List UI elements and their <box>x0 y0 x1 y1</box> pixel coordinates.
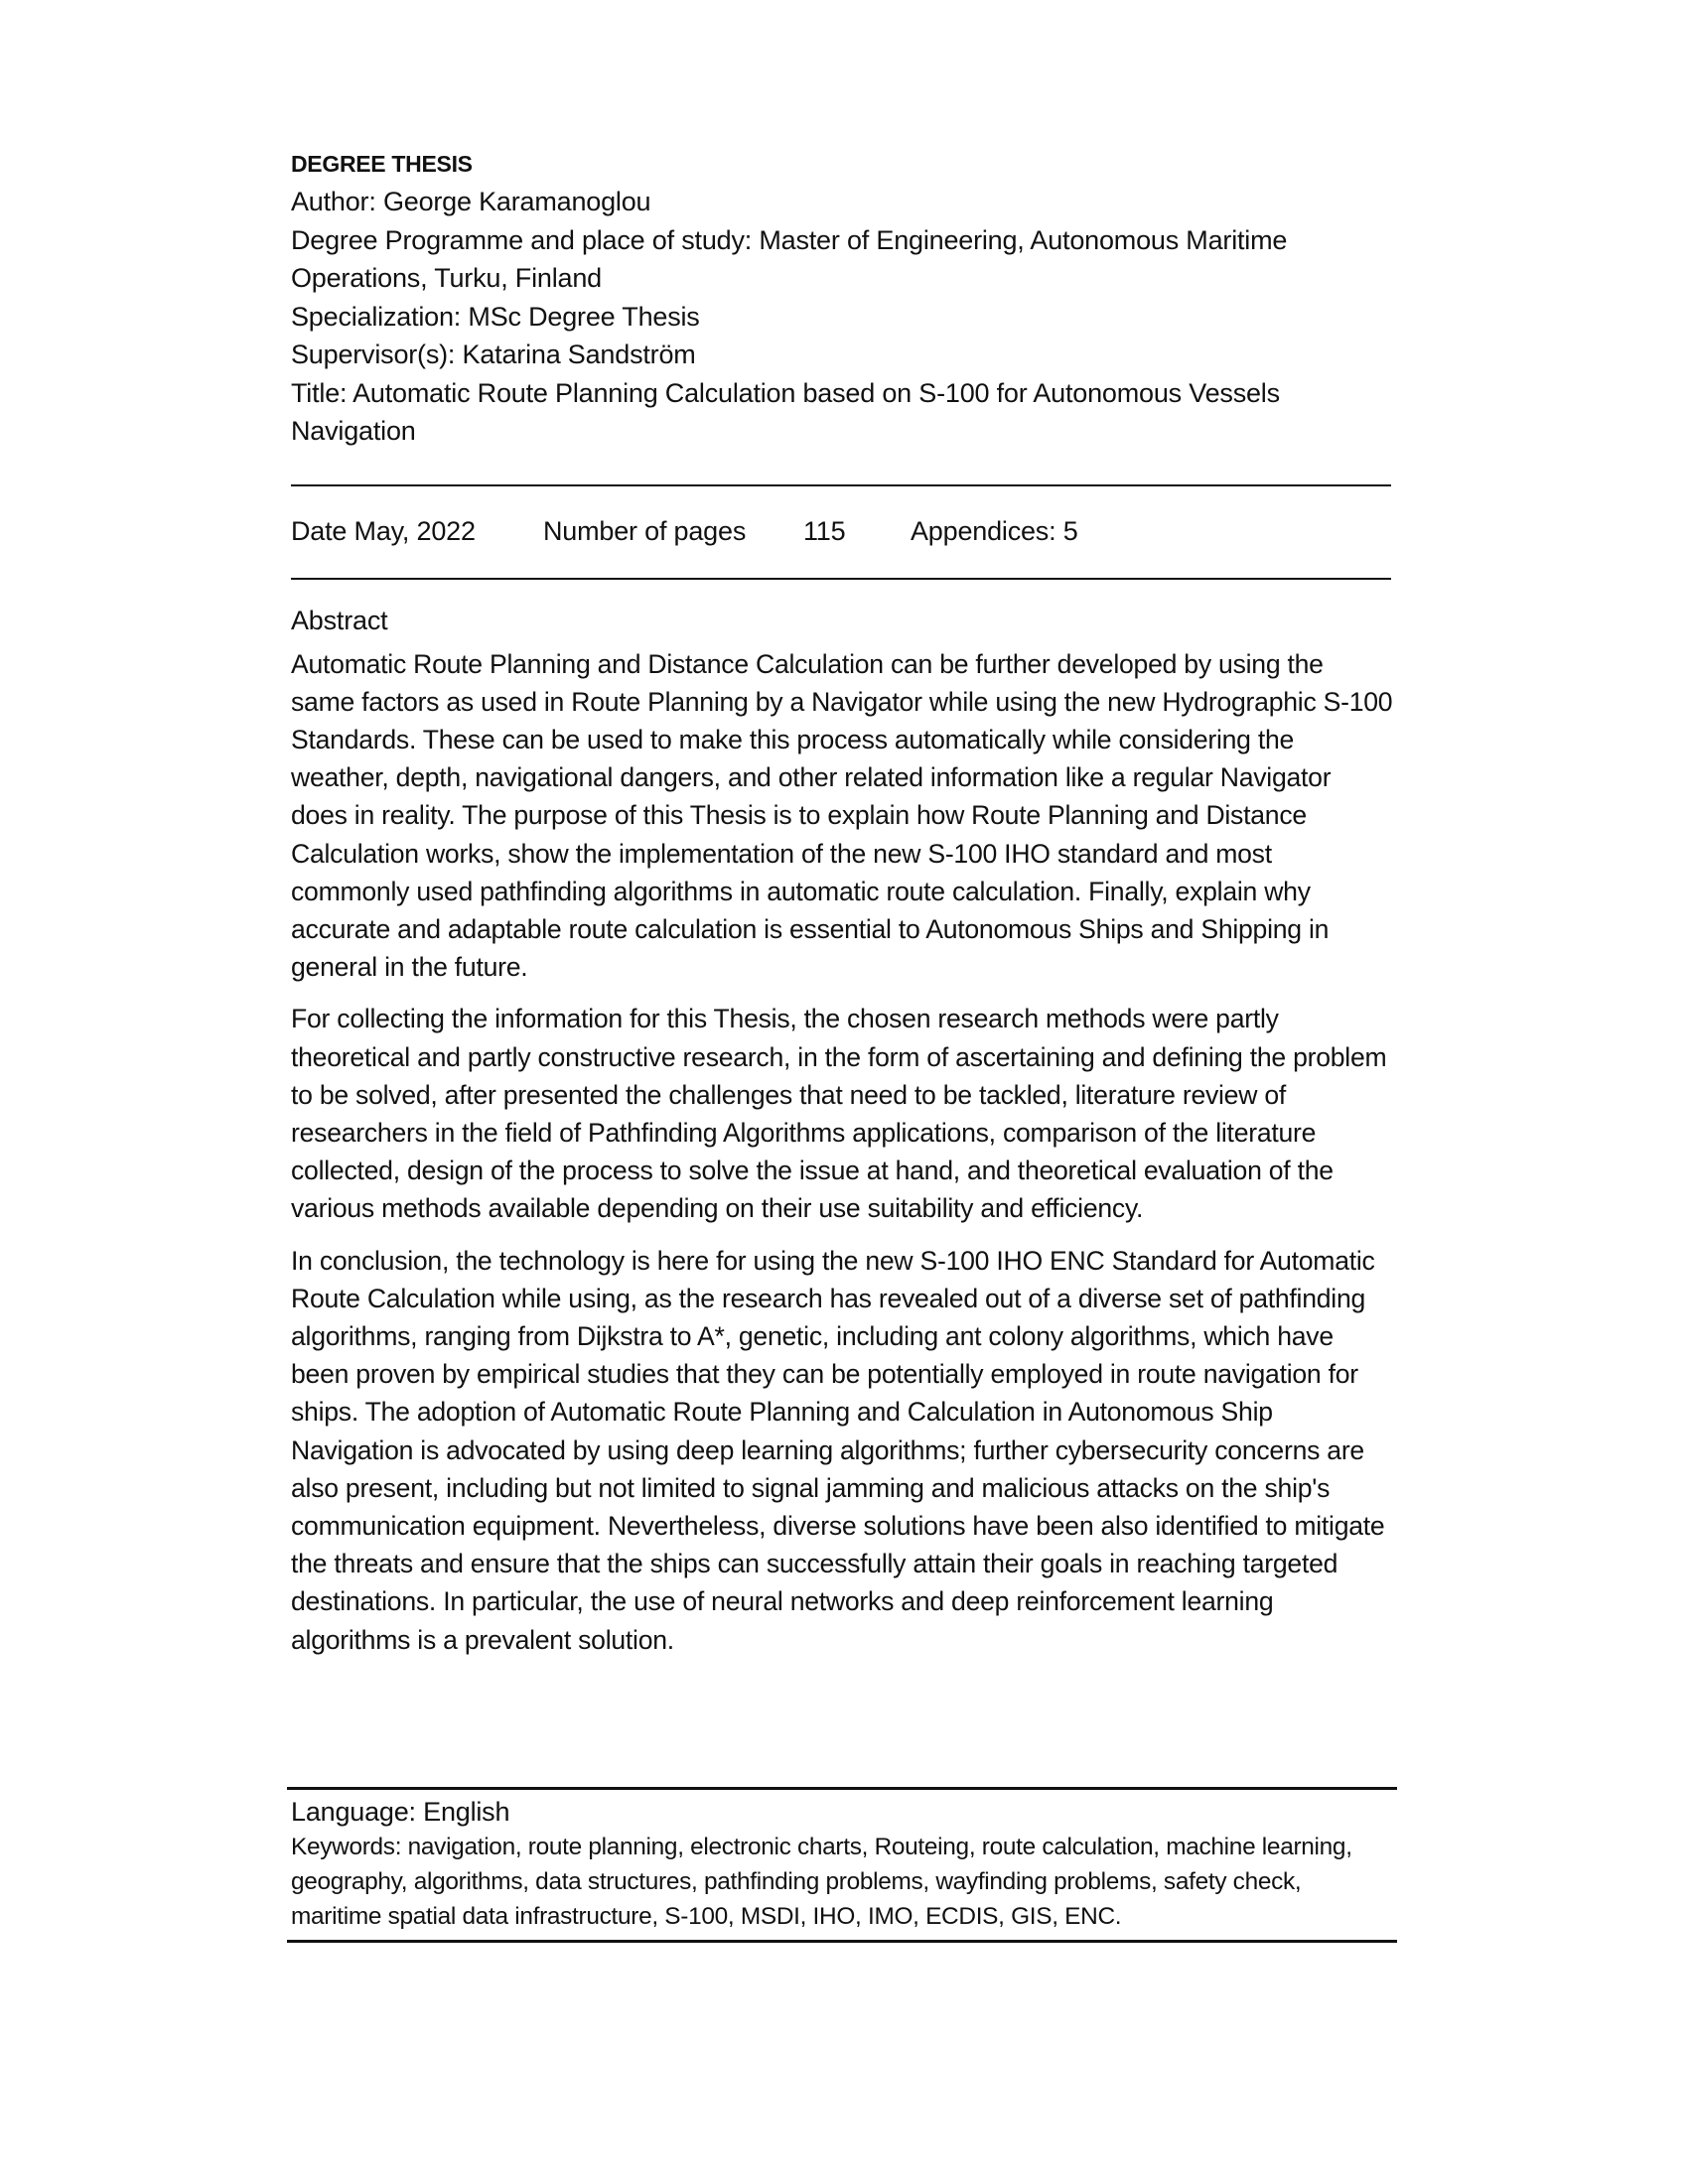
abstract-paragraph: Automatic Route Planning and Distance Calculation can be further developed by using the same factors as used in Route Planning by a Navigator while using the new Hydrographic S-100 Standards. These can be used to make this process automatically while considering the weather, depth, navigational dangers, and other related information like a regular Navigator does in reality. The purpose of this Thesis is to explain how Route Planning and Distance Calculation works, show the implementation of the new S-100 IHO standard and most commonly used pathfinding algorithms in automatic route calculation. Finally, explain why accurate and adaptable route calculation is essential to Autonomous Ships and Shipping in general in the future. <box>291 648 1393 983</box>
author-line: Author: George Karamanoglou <box>291 187 651 216</box>
language-line: Language: English <box>291 1797 510 1827</box>
thesis-page <box>291 147 1393 1930</box>
supervisor-line: Supervisor(s): Katarina Sandström <box>291 340 696 369</box>
title-line: Title: Automatic Route Planning Calculation based on S-100 for Autonomous Vessels Navigation <box>291 377 1280 446</box>
info-row <box>291 486 1393 578</box>
footer-block <box>287 1787 1397 1943</box>
pages-label: Number of pages <box>543 516 747 546</box>
programme-line: Degree Programme and place of study: Master of Engineering, Autonomous Maritime Operations, Turku, Finland <box>291 224 1288 293</box>
footer-bottom-divider <box>287 1940 1397 1943</box>
document-heading: DEGREE THESIS <box>291 151 473 177</box>
keywords-line: Keywords: navigation, route planning, electronic charts, Routeing, route calculation, machine learning, geography, algorithms, data structures, pathfinding problems, wayfinding problems, safety check, maritime spatial data infrastructure, S-100, MSDI, IHO, IMO, ECDIS, GIS, ENC. <box>291 1834 1352 1930</box>
abstract-paragraph: In conclusion, the technology is here for using the new S-100 IHO ENC Standard for Automatic Route Calculation while using, as the research has revealed out of a diverse set of pathfinding algorithms, ranging from Dijkstra to A*, genetic, including ant colony algorithms, which have been proven by empirical studies that they can be potentially employed in route navigation for ships. The adoption of Automatic Route Planning and Calculation in Autonomous Ship Navigation is advocated by using deep learning algorithms; further cybersecurity concerns are also present, including but not limited to signal jamming and malicious attacks on the ship's communication equipment. Nevertheless, diverse solutions have been also identified to mitigate the threats and ensure that the ships can successfully attain their goals in reaching targeted destinations. In particular, the use of neural networks and deep reinforcement learning algorithms is a prevalent solution. <box>291 1245 1385 1655</box>
abstract-paragraph: For collecting the information for this Thesis, the chosen research methods were partly theoretical and partly constructive research, in the form of ascertaining and defining the problem to be solved, after presented the challenges that need to be tackled, literature review of researchers in the field of Pathfinding Algorithms applications, comparison of the literature collected, design of the process to solve the issue at hand, and theoretical evaluation of the various methods available depending on their use suitability and efficiency. <box>291 1004 1387 1224</box>
abstract-label: Abstract <box>291 605 388 635</box>
middle-divider <box>291 578 1391 580</box>
pages-value: 115 <box>803 516 846 546</box>
specialization-line: Specialization: MSc Degree Thesis <box>291 301 700 332</box>
appendices-field: Appendices: 5 <box>911 516 1078 546</box>
date-field: Date May, 2022 <box>291 516 476 546</box>
